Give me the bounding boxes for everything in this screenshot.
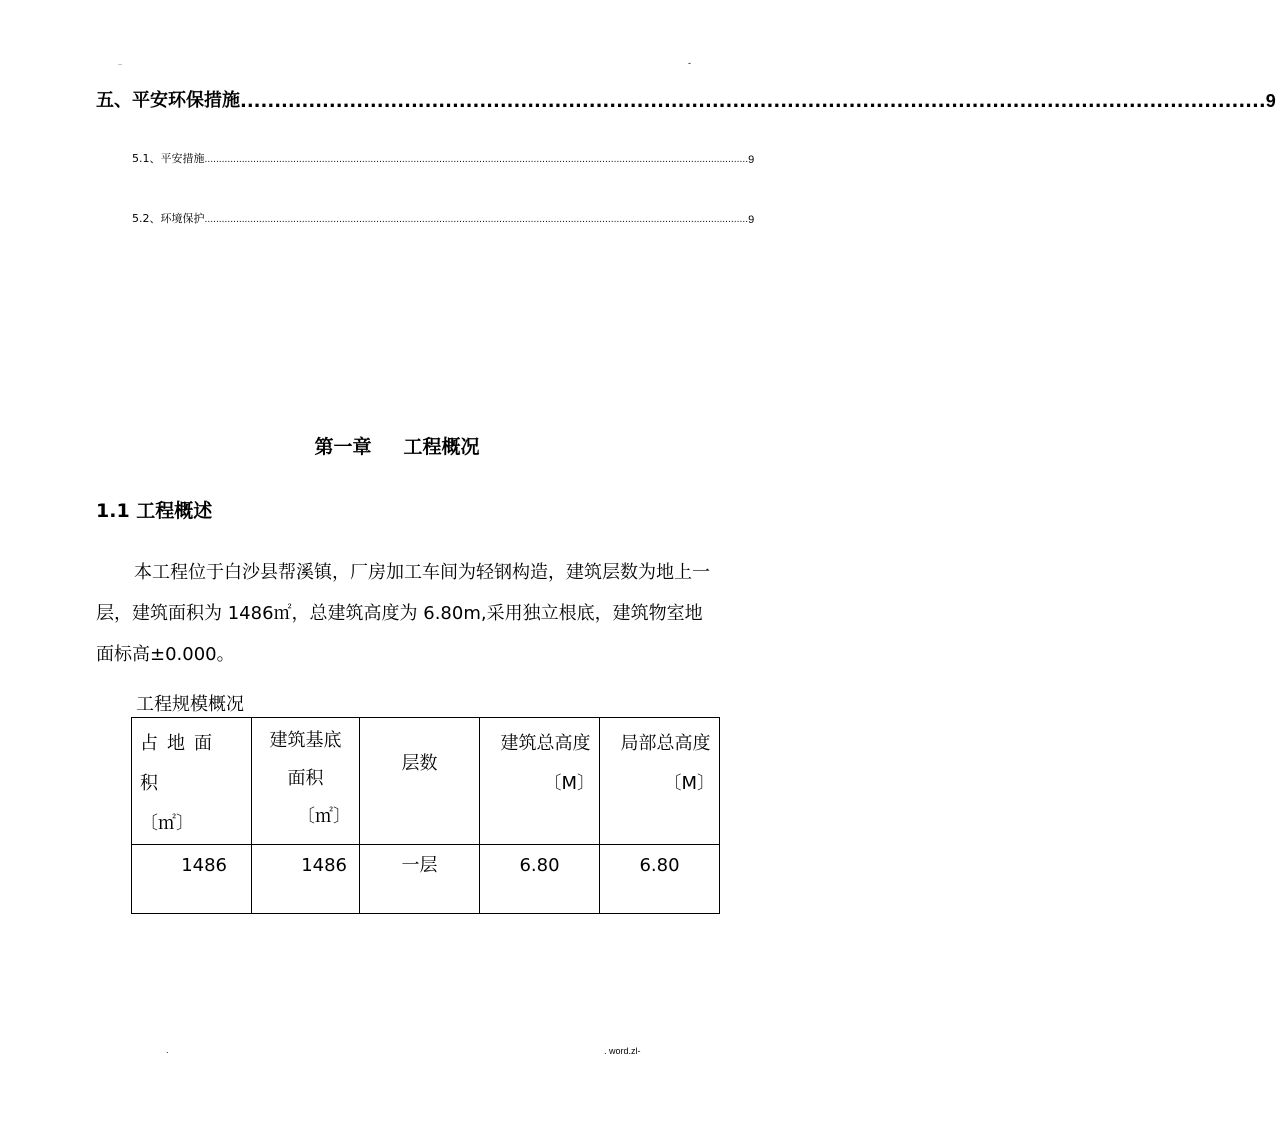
- section-heading: 1.1 工程概述: [96, 500, 213, 522]
- header-text: 建筑总高度: [500, 733, 591, 754]
- toc-entry-main[interactable]: [96, 88, 1276, 112]
- header-text: 占地面积: [140, 733, 221, 794]
- toc-leader-dots: ..............................................................................................................................................................................................: [204, 215, 749, 225]
- header-unit: 〔M〕: [543, 773, 595, 794]
- toc-entry-label: 5.2、环境保护: [132, 212, 205, 225]
- chapter-title: 工程概况: [403, 436, 480, 458]
- table-cell: 6.80: [600, 845, 720, 914]
- table-cell: 1486: [132, 845, 252, 914]
- header-text: 建筑基底: [269, 730, 342, 751]
- footer-right-text: . word.zl-: [604, 1046, 641, 1056]
- chapter-number: 第一章: [314, 436, 372, 458]
- table-caption: 工程规模概况: [136, 694, 244, 715]
- table-row: [132, 845, 720, 914]
- header-text: 局部总高度: [620, 733, 711, 754]
- header-unit: 〔㎡〕: [297, 806, 351, 827]
- header-cell-base-area: [252, 718, 360, 845]
- toc-leader-dots: ..............................................................................................................................................................................................: [204, 155, 749, 165]
- header-cell-floors: [360, 718, 480, 845]
- toc-entry-sub-2[interactable]: [132, 210, 755, 226]
- header-right-mark: -: [688, 58, 691, 68]
- header-unit: 〔㎡〕: [140, 813, 194, 834]
- project-scale-table: [131, 717, 720, 914]
- toc-page-number: 9: [1265, 91, 1276, 111]
- table-cell: 1486: [252, 845, 360, 914]
- header-text-2: 面积: [287, 768, 324, 789]
- header-left-mark: ..: [118, 60, 122, 67]
- header-cell-land-area: [132, 718, 252, 845]
- toc-entry-label: 5.1、平安措施: [132, 152, 205, 165]
- header-unit: 〔M〕: [663, 773, 715, 794]
- toc-page-number: 9: [748, 214, 755, 226]
- toc-leader-dots: ......................................................................................................................................................: [240, 91, 1266, 112]
- chapter-heading: [0, 432, 794, 459]
- table-header-row: [132, 718, 720, 845]
- table-cell: 6.80: [480, 845, 600, 914]
- toc-entry-sub-1[interactable]: [132, 150, 755, 166]
- footer-left-mark: .: [166, 1046, 169, 1055]
- header-text: 层数: [401, 753, 438, 774]
- body-paragraph: 本工程位于白沙县帮溪镇，厂房加工车间为轻钢构造，建筑层数为地上一层，建筑面积为 1486㎡，总建筑高度为 6.80m,采用独立根底，建筑物室地面标高±0.000。: [96, 562, 710, 665]
- header-cell-building-height: [480, 718, 600, 845]
- toc-entry-label: 五、平安环保措施: [96, 90, 240, 111]
- table-cell: 一层: [360, 845, 480, 914]
- header-cell-local-height: [600, 718, 720, 845]
- toc-page-number: 9: [748, 154, 755, 166]
